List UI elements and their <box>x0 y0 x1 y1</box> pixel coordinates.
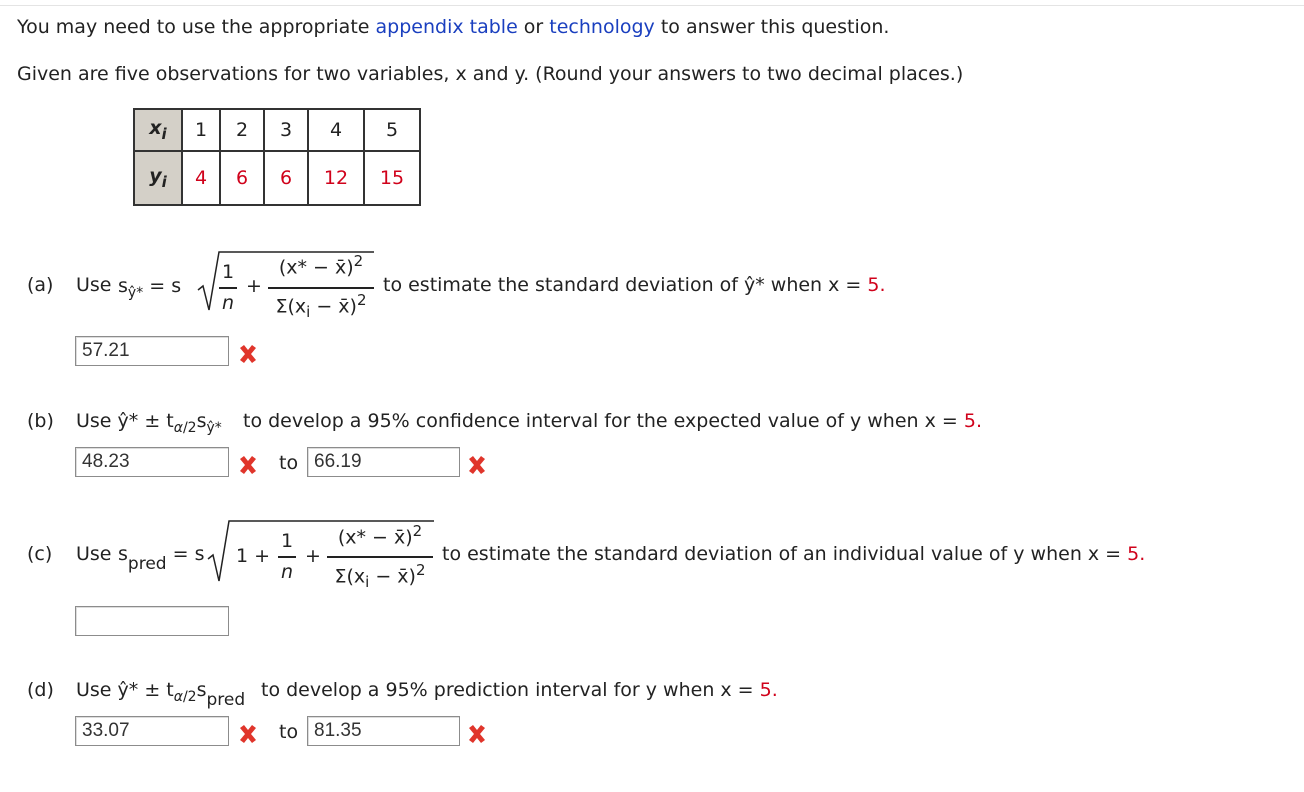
appendix-table-link[interactable]: appendix table <box>375 16 518 38</box>
n-denominator: n <box>280 561 294 583</box>
one-over-n: 1 <box>280 530 294 552</box>
x-header: $x_i$ <box>134 109 182 151</box>
part-b-label: (b) <box>27 410 54 432</box>
x-cell: 2 <box>220 109 264 151</box>
x-cell: 4 <box>308 109 364 151</box>
red-x-icon <box>466 723 488 745</box>
x-cell: 5 <box>364 109 420 151</box>
part-c-use: Use <box>76 543 112 565</box>
part-d-label: (d) <box>27 679 54 701</box>
part-b-lower-input[interactable]: 48.23 <box>75 447 229 477</box>
red-x-icon <box>466 454 488 476</box>
y-cell: 12 <box>308 151 364 205</box>
formula-numerator: (x* − x̄)$^2$ <box>278 252 364 279</box>
instruction-middle: or <box>517 16 550 38</box>
observations-table <box>133 108 421 206</box>
part-c-tail: to estimate the standard deviation of an individual value of y when x = 5. <box>442 543 1146 565</box>
y-cell: 6 <box>220 151 264 205</box>
part-d-lower-input[interactable]: 33.07 <box>75 716 229 746</box>
red-x-icon <box>237 343 259 365</box>
red-x-icon <box>237 723 259 745</box>
instruction-suffix: to answer this question. <box>654 16 890 38</box>
part-c-formula-lhs: $s_{pred} = s$ <box>118 543 205 574</box>
part-d-upper-input[interactable]: 81.35 <box>307 716 460 746</box>
part-b-upper-input[interactable]: 66.19 <box>307 447 460 477</box>
part-b-formula: Use ŷ* ± $t_{\alpha/2}s_{ŷ*}$ <box>76 410 222 436</box>
top-divider <box>0 5 1304 6</box>
formula-numerator: (x* − x̄)$^2$ <box>337 522 423 549</box>
part-a-label: (a) <box>27 274 54 296</box>
x-cell: 1 <box>182 109 220 151</box>
part-a-tail: to estimate the standard deviation of ŷ* when x = 5. <box>383 274 886 296</box>
part-b-to-label: to <box>279 452 299 474</box>
y-cell: 4 <box>182 151 220 205</box>
part-d-tail: to develop a 95% prediction interval for y when x = 5. <box>261 679 778 701</box>
x-cell: 3 <box>264 109 308 151</box>
y-row <box>134 151 420 205</box>
one-over-n: 1 <box>221 261 235 283</box>
fraction-bar <box>327 556 433 558</box>
part-a-use: Use <box>76 274 112 296</box>
y-header: $y_i$ <box>134 151 182 205</box>
instruction-prefix: You may need to use the appropriate <box>17 16 376 38</box>
y-cell: 6 <box>264 151 308 205</box>
part-b-tail: to develop a 95% confidence interval for the expected value of y when x = 5. <box>243 410 983 432</box>
given-text: Given are five observations for two variables, x and y. (Round your answers to two decimal places.) <box>17 63 964 85</box>
one-plus: 1 + <box>236 545 271 567</box>
x-row <box>134 109 420 151</box>
red-x-icon <box>237 454 259 476</box>
fraction-bar <box>268 287 374 289</box>
y-cell: 15 <box>364 151 420 205</box>
part-a-formula-lhs: $s_{ŷ*} = s$ <box>118 275 182 301</box>
part-c-answer-input[interactable] <box>75 606 229 636</box>
n-denominator: n <box>221 292 235 314</box>
technology-link[interactable]: technology <box>549 16 655 38</box>
part-c-label: (c) <box>27 543 53 565</box>
plus-sign: + <box>305 545 321 567</box>
instruction-text <box>17 16 889 38</box>
formula-denominator: $\Sigma(x_i$ − x̄)$^2$ <box>275 291 367 322</box>
part-d-formula: Use ŷ* ± $t_{\alpha/2}s_{pred}$ <box>76 679 246 710</box>
plus-sign: + <box>246 275 262 297</box>
fraction-bar <box>278 556 296 558</box>
part-a-answer-input[interactable]: 57.21 <box>75 336 229 366</box>
part-d-to-label: to <box>279 721 299 743</box>
fraction-bar <box>219 287 237 289</box>
formula-denominator: $\Sigma(x_i$ − x̄)$^2$ <box>334 561 426 592</box>
